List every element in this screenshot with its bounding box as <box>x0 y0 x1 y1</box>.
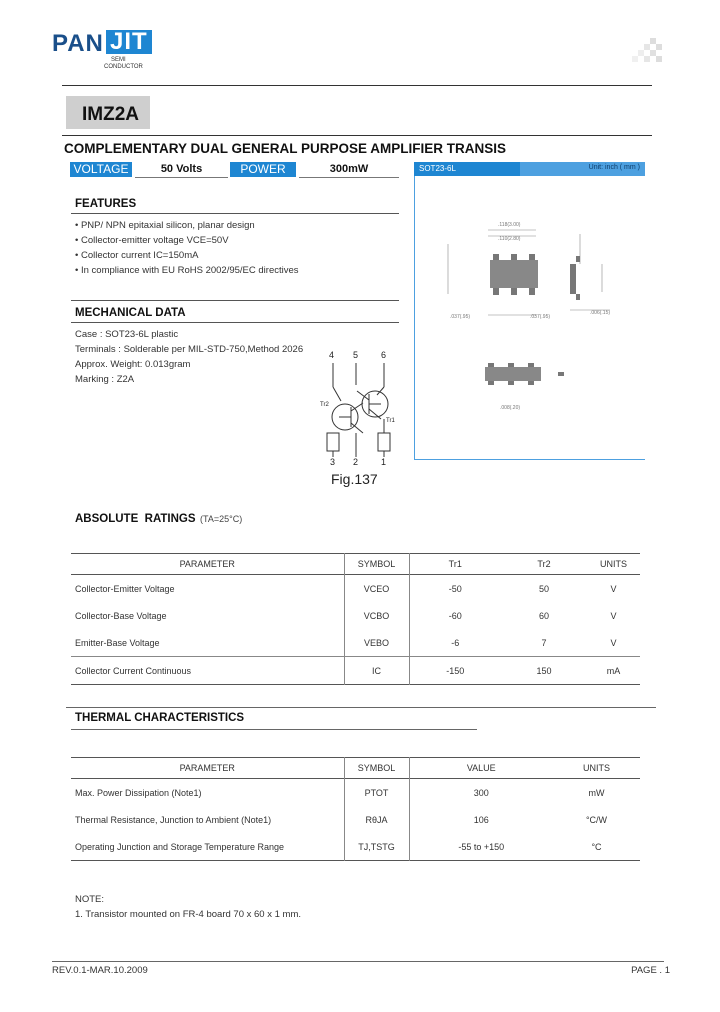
power-value: 300mW <box>299 162 399 178</box>
thermal-top-rule <box>66 707 656 708</box>
mechanical-line: Terminals : Solderable per MIL-STD-750,Method 2026 <box>75 344 304 355</box>
table-cell: 106 <box>473 814 489 825</box>
logo-jit: JIT <box>106 30 152 54</box>
logo-subtitle: SEMI CONDUCTOR <box>104 57 143 70</box>
col-value: VALUE <box>466 763 496 773</box>
table-cell: Emitter-Base Voltage <box>71 629 344 657</box>
footer-rule <box>52 961 664 962</box>
absolute-condition: (TA=25°C) <box>200 514 243 524</box>
table-cell: Collector-Base Voltage <box>71 602 344 629</box>
table-cell: VEBO <box>344 629 409 657</box>
features-list <box>75 218 299 278</box>
pin-3-label: 3 <box>330 457 336 467</box>
thermal-rule <box>71 729 477 730</box>
col-units: UNITS <box>600 559 627 569</box>
col-tr1: Tr1 <box>448 559 462 569</box>
table-cell: Collector Current Continuous <box>71 657 344 685</box>
note-title: NOTE: <box>75 894 105 905</box>
table-cell: Max. Power Dissipation (Note1) <box>71 779 344 807</box>
table-cell: mA <box>606 665 621 676</box>
package-outline-drawing <box>430 212 635 437</box>
feature-item: • Collector current IC=150mA <box>75 250 199 261</box>
page-number: PAGE . 1 <box>631 965 670 976</box>
table-cell: IC <box>344 657 409 685</box>
table-cell: 50 <box>538 583 549 594</box>
table-cell: 300 <box>473 787 489 798</box>
table-cell: VCBO <box>344 602 409 629</box>
col-symbol: SYMBOL <box>344 554 409 575</box>
logo-pan: PAN <box>52 30 104 57</box>
mechanical-line: Approx. Weight: 0.013gram <box>75 359 191 370</box>
table-cell: V <box>610 637 617 648</box>
pin-4-label: 4 <box>329 350 335 360</box>
thermal-heading: THERMAL CHARACTERISTICS <box>75 712 245 724</box>
col-tr2: Tr2 <box>537 559 551 569</box>
col-symbol: SYMBOL <box>344 758 409 779</box>
absolute-heading-group <box>75 509 242 527</box>
col-parameter: PARAMETER <box>71 758 344 779</box>
voltage-label: VOLTAGE <box>70 162 132 177</box>
table-cell: -50 <box>448 583 462 594</box>
table-cell: -60 <box>448 610 462 621</box>
svg-text:.037(.95): .037(.95) <box>530 314 551 320</box>
table-cell: Operating Junction and Storage Temperature Range <box>71 833 344 861</box>
revision: REV.0.1-MAR.10.2009 <box>52 965 148 976</box>
col-units: UNITS <box>583 763 610 773</box>
table-header-row <box>71 554 640 575</box>
features-heading: FEATURES <box>75 198 137 210</box>
feature-item: • Collector-emitter voltage VCE=50V <box>75 235 229 246</box>
package-unit: Unit: inch ( mm ) <box>588 164 640 171</box>
features-rule <box>71 213 399 214</box>
feature-item: • PNP/ NPN epitaxial silicon, planar design <box>75 220 255 231</box>
col-parameter: PARAMETER <box>71 554 344 575</box>
table-cell: -6 <box>451 637 460 648</box>
svg-text:.037(.95): .037(.95) <box>450 314 471 320</box>
table-row <box>71 833 640 861</box>
mechanical-line: Marking : Z2A <box>75 374 135 385</box>
absolute-ratings-table <box>71 553 640 685</box>
thermal-table <box>71 757 640 861</box>
title-rule <box>62 135 652 136</box>
table-cell: Thermal Resistance, Junction to Ambient (Note1) <box>71 806 344 833</box>
note-text: 1. Transistor mounted on FR-4 board 70 x 60 x 1 mm. <box>75 909 301 920</box>
figure-caption: Fig.137 <box>331 471 378 487</box>
table-header-row <box>71 758 640 779</box>
mechanical-rule <box>71 322 399 323</box>
table-cell: °C <box>591 841 602 852</box>
mechanical-line: Case : SOT23-6L plastic <box>75 329 179 340</box>
absolute-heading: ABSOLUTE RATINGS <box>75 513 196 525</box>
page-title: COMPLEMENTARY DUAL GENERAL PURPOSE AMPLIFIER TRANSIS <box>64 141 507 156</box>
tr2-label: Tr2 <box>320 402 329 408</box>
table-cell: °C/W <box>585 814 608 825</box>
table-row <box>71 779 640 807</box>
feature-item: • In compliance with EU RoHS 2002/95/EC directives <box>75 265 299 276</box>
note-block <box>75 892 301 922</box>
table-cell: -55 to +150 <box>458 841 505 852</box>
svg-text:.118(3.00): .118(3.00) <box>498 222 521 228</box>
pin-5-label: 5 <box>353 350 359 360</box>
part-number: IMZ2A <box>82 104 139 125</box>
table-cell: -150 <box>446 665 465 676</box>
mechanical-heading: MECHANICAL DATA <box>75 307 186 319</box>
pin-6-label: 6 <box>381 350 387 360</box>
pin-1-label: 1 <box>381 457 387 467</box>
voltage-value: 50 Volts <box>135 162 228 178</box>
decorative-squares-icon <box>632 38 662 64</box>
table-cell: PTOT <box>344 779 409 807</box>
table-row <box>71 629 640 657</box>
svg-text:.006(.15): .006(.15) <box>590 310 611 316</box>
pin-2-label: 2 <box>353 457 359 467</box>
svg-text:.110(2.80): .110(2.80) <box>498 236 521 242</box>
table-cell: 60 <box>538 610 549 621</box>
table-row <box>71 602 640 629</box>
table-row <box>71 806 640 833</box>
table-cell: mW <box>588 787 605 798</box>
table-cell: 150 <box>536 665 552 676</box>
svg-text:.008(.20): .008(.20) <box>500 405 521 411</box>
header-rule <box>62 85 652 86</box>
table-cell: RθJA <box>344 806 409 833</box>
package-name: SOT23-6L <box>414 162 520 176</box>
table-row <box>71 575 640 603</box>
power-label: POWER <box>230 162 296 177</box>
table-cell: TJ,TSTG <box>344 833 409 861</box>
tr1-label: Tr1 <box>386 418 395 424</box>
table-row <box>71 657 640 685</box>
table-cell: 7 <box>541 637 547 648</box>
table-cell: Collector-Emitter Voltage <box>71 575 344 603</box>
table-cell: V <box>610 583 617 594</box>
table-cell: V <box>610 610 617 621</box>
mechanical-lines <box>75 327 303 387</box>
mechanical-top-rule <box>71 300 399 301</box>
table-cell: VCEO <box>344 575 409 603</box>
